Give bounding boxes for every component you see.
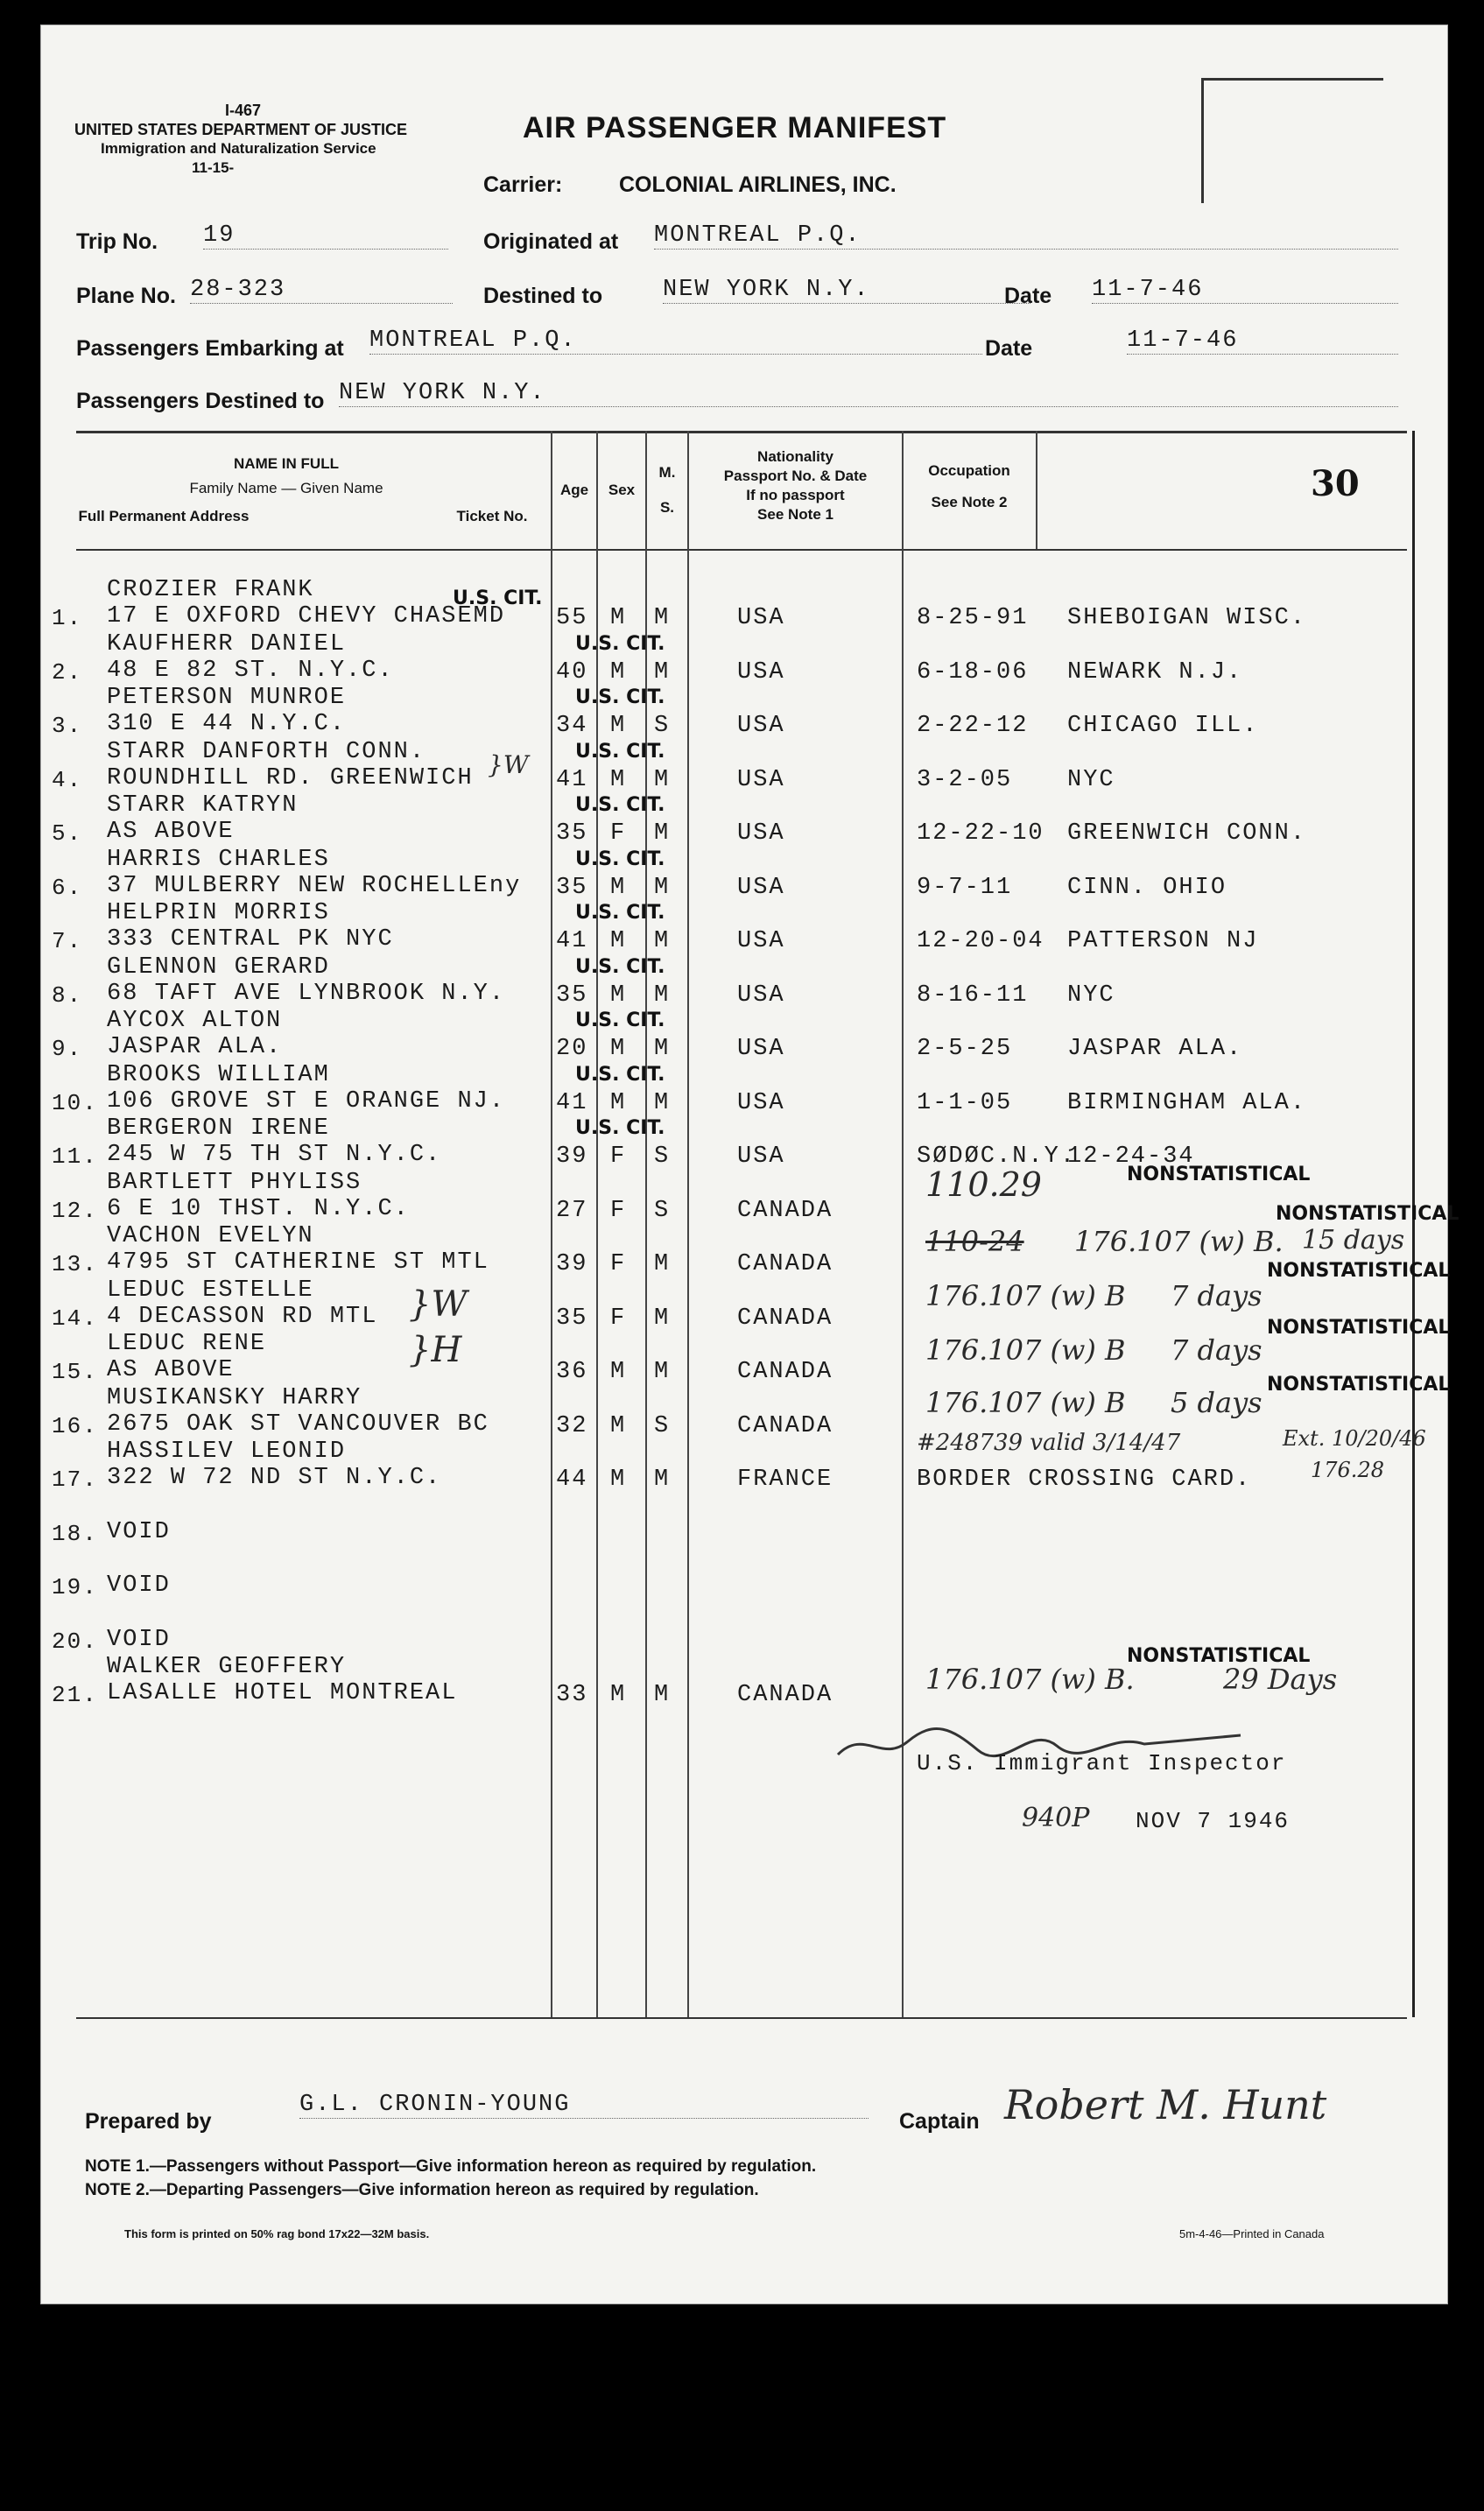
passenger-sex: F — [610, 1143, 627, 1170]
page-mark: 30 — [1311, 463, 1360, 504]
citizen-stamp: U.S. CIT. — [575, 848, 665, 870]
row-number: 6. — [52, 874, 83, 901]
col-nat-title-3: If no passport — [746, 487, 845, 503]
col-nat-title-2: Passport No. & Date — [723, 468, 868, 484]
passenger-sex: M — [610, 1467, 627, 1493]
inspector-time: 940P — [1022, 1803, 1090, 1833]
passenger-sex: F — [610, 1197, 627, 1224]
col-occupation-title: Occupation — [928, 462, 1010, 479]
note-1 — [85, 2157, 816, 2177]
hand-r21: 176.107 (w) B. — [925, 1663, 1135, 1696]
trip-label: Trip No. — [76, 229, 158, 254]
embarking-value: MONTREAL P.Q. — [369, 327, 982, 355]
col-ticket-title: Ticket No. — [456, 508, 528, 524]
passenger-birthdate: 12-20-04 — [917, 928, 1044, 954]
citizen-stamp: U.S. CIT. — [453, 587, 543, 609]
passenger-name: WALKER GEOFFERY — [107, 1654, 347, 1680]
passenger-sex: F — [610, 1305, 627, 1332]
passenger-sex: M — [610, 928, 627, 954]
plane-label: Plane No. — [76, 284, 176, 308]
row-number: 9. — [52, 1036, 83, 1062]
passenger-sex: F — [610, 1251, 627, 1277]
row-number: 14. — [52, 1305, 98, 1332]
hand-w-mark: }W — [488, 750, 529, 779]
passenger-age: 35 — [556, 1305, 588, 1332]
citizen-stamp: U.S. CIT. — [575, 955, 665, 978]
passenger-address: JASPAR ALA. — [107, 1034, 283, 1060]
passenger-nationality: USA — [737, 605, 785, 631]
nonstat-stamp-12: NONSTATISTICAL — [1127, 1164, 1311, 1185]
passenger-marital: M — [654, 1682, 671, 1708]
passenger-nationality: CANADA — [737, 1251, 833, 1277]
citizen-stamp: U.S. CIT. — [575, 686, 665, 708]
passenger-nationality: CANADA — [737, 1412, 833, 1439]
passenger-sex: M — [610, 1412, 627, 1439]
row-number: 13. — [52, 1251, 98, 1277]
table-row — [41, 1520, 1407, 1574]
citizen-stamp: U.S. CIT. — [575, 740, 665, 763]
hand-r12: 110.29 — [925, 1165, 1042, 1204]
passenger-sex: M — [610, 874, 627, 901]
passengers-destined-label: Passengers Destined to — [76, 389, 325, 413]
row-number: 16. — [52, 1412, 98, 1439]
passenger-address: 245 W 75 TH ST N.Y.C. — [107, 1142, 442, 1168]
passenger-name: VACHON EVELYN — [107, 1223, 314, 1249]
agency-name: UNITED STATES DEPARTMENT OF JUSTICE — [74, 121, 408, 138]
passenger-address: 37 MULBERRY NEW ROCHELLEny — [107, 872, 522, 899]
passenger-nationality: USA — [737, 981, 785, 1009]
passenger-nationality: USA — [737, 713, 785, 739]
passenger-birthdate: 9-7-11 — [917, 874, 1013, 901]
passenger-birthplace: GREENWICH CONN. — [1067, 820, 1307, 847]
passenger-birthplace: BIRMINGHAM ALA. — [1067, 1089, 1307, 1116]
passenger-age: 36 — [556, 1359, 588, 1385]
passenger-marital: M — [654, 820, 671, 847]
nonstat-stamp-16: NONSTATISTICAL — [1267, 1374, 1451, 1396]
passenger-marital: M — [654, 658, 671, 686]
passenger-nationality: CANADA — [737, 1359, 833, 1385]
date-value: 11-7-46 — [1092, 277, 1398, 304]
passenger-sex: M — [610, 1359, 627, 1385]
col-divider-right — [1036, 431, 1037, 549]
passenger-address: 68 TAFT AVE LYNBROOK N.Y. — [107, 980, 506, 1007]
row-number: 10. — [52, 1089, 98, 1116]
passenger-nationality: USA — [737, 928, 785, 954]
row-number: 8. — [52, 981, 83, 1009]
passenger-age: 40 — [556, 658, 588, 686]
passenger-marital: M — [654, 605, 671, 631]
hand-r14-days: 7 days — [1171, 1279, 1262, 1312]
date2-label: Date — [985, 336, 1033, 361]
nonstat-stamp-15: NONSTATISTICAL — [1267, 1317, 1451, 1339]
passenger-name: MUSIKANSKY HARRY — [107, 1384, 362, 1411]
carrier-label: Carrier: — [483, 172, 563, 197]
note-2-label: NOTE 2. — [85, 2181, 150, 2199]
passenger-sex: M — [610, 1089, 627, 1116]
form-edition: 11-15- — [192, 159, 235, 176]
passenger-birthdate: 12-22-10 — [917, 820, 1044, 847]
passenger-name: STARR KATRYN — [107, 792, 299, 819]
passenger-marital: M — [654, 766, 671, 793]
hand-r13-struck: 110-24 — [925, 1225, 1024, 1258]
hand-r17-code: 176.28 — [1311, 1458, 1384, 1482]
passenger-address: 4795 ST CATHERINE ST MTL — [107, 1249, 489, 1276]
passenger-sex: F — [610, 820, 627, 847]
hand-r16-days: 5 days — [1171, 1386, 1262, 1419]
embarking-label: Passengers Embarking at — [76, 336, 344, 361]
note-2-text: —Departing Passengers—Give information hereon as required by regulation. — [149, 2181, 759, 2199]
col-name-title: NAME IN FULL — [234, 455, 339, 472]
passenger-address: 310 E 44 N.Y.C. — [107, 711, 347, 737]
passenger-birthplace: 12-24-34 — [1067, 1143, 1195, 1170]
passenger-nationality: CANADA — [737, 1305, 833, 1332]
passenger-name: PETERSON MUNROE — [107, 685, 347, 711]
passenger-nationality: USA — [737, 766, 785, 793]
note-1-label: NOTE 1. — [85, 2157, 150, 2176]
service-name: Immigration and Naturalization Service — [101, 140, 376, 157]
table-row — [41, 1467, 1407, 1521]
col-nat-title-4: See Note 1 — [757, 506, 833, 523]
citizen-stamp: U.S. CIT. — [575, 632, 665, 655]
note-1-text: —Passengers without Passport—Give information hereon as required by regulation. — [149, 2157, 817, 2176]
col-address-title: Full Permanent Address — [78, 508, 250, 524]
passenger-birthplace: JASPAR ALA. — [1067, 1036, 1243, 1062]
inspector-date: NOV 7 1946 — [1136, 1808, 1291, 1834]
originated-label: Originated at — [483, 229, 619, 254]
passenger-age: 27 — [556, 1197, 588, 1224]
passenger-age: 39 — [556, 1251, 588, 1277]
passenger-name: STARR DANFORTH CONN. — [107, 738, 426, 765]
hand-r13: 176.107 (w) B. — [1074, 1225, 1284, 1258]
passenger-age: 35 — [556, 874, 588, 901]
passenger-birthdate: 6-18-06 — [917, 658, 1029, 686]
passenger-nationality: USA — [737, 874, 785, 901]
manifest-page — [40, 25, 1459, 2304]
passenger-birthdate: BORDER CROSSING CARD. — [917, 1467, 1252, 1493]
passenger-birthdate: 1-1-05 — [917, 1089, 1013, 1116]
hand-r14: 176.107 (w) B — [925, 1279, 1126, 1312]
passenger-name: HARRIS CHARLES — [107, 846, 330, 873]
passenger-age: 41 — [556, 928, 588, 954]
passenger-sex: M — [610, 658, 627, 686]
passenger-nationality: USA — [737, 658, 785, 686]
row-number: 4. — [52, 766, 83, 793]
print-note-right: 5m-4-46—Printed in Canada — [1179, 2227, 1325, 2240]
col-ms-title-m: M. — [658, 464, 676, 481]
passenger-sex: M — [610, 1682, 627, 1708]
passenger-marital: M — [654, 928, 671, 954]
passenger-address: VOID — [107, 1518, 171, 1545]
passenger-nationality: USA — [737, 820, 785, 847]
row-number: 17. — [52, 1467, 98, 1493]
captain-signature: Robert M. Hunt — [1004, 2081, 1327, 2128]
passenger-birthdate: 2-22-12 — [917, 713, 1029, 739]
passenger-name: BROOKS WILLIAM — [107, 1061, 330, 1088]
hand-r21-days: 29 Days — [1223, 1663, 1338, 1696]
corner-box — [1201, 78, 1383, 203]
passenger-birthplace: PATTERSON NJ — [1067, 928, 1259, 954]
row-number: 1. — [52, 605, 83, 631]
passenger-marital: S — [654, 713, 671, 739]
hand-w-mark-2: }W — [409, 1284, 468, 1325]
nonstat-stamp-13: NONSTATISTICAL — [1276, 1203, 1459, 1225]
passenger-birthplace: SHEBOIGAN WISC. — [1067, 605, 1307, 631]
passenger-nationality: CANADA — [737, 1197, 833, 1224]
passenger-birthplace: CHICAGO ILL. — [1067, 713, 1259, 739]
note-2 — [85, 2181, 759, 2200]
table-bottom-rule — [76, 2017, 1407, 2019]
date2-value: 11-7-46 — [1127, 327, 1398, 355]
row-number: 3. — [52, 713, 83, 739]
passenger-age: 33 — [556, 1682, 588, 1708]
row-number: 21. — [52, 1682, 98, 1708]
passenger-marital: M — [654, 874, 671, 901]
passenger-address: 4 DECASSON RD MTL — [107, 1303, 378, 1330]
passenger-age: 39 — [556, 1143, 588, 1170]
passenger-marital: M — [654, 1305, 671, 1332]
passenger-nationality: USA — [737, 1036, 785, 1062]
passenger-marital: S — [654, 1197, 671, 1224]
nonstat-stamp-14: NONSTATISTICAL — [1267, 1260, 1451, 1282]
passenger-age: 20 — [556, 1036, 588, 1062]
passenger-address: VOID — [107, 1626, 171, 1653]
hand-h-mark: }H — [409, 1330, 462, 1370]
passenger-birthdate: 3-2-05 — [917, 766, 1013, 793]
passenger-marital: S — [654, 1412, 671, 1439]
passenger-name: GLENNON GERARD — [107, 953, 330, 981]
passenger-birthplace: NYC — [1067, 766, 1115, 793]
passenger-address: LASALLE HOTEL MONTREAL — [107, 1680, 458, 1706]
passengers-destined-value: NEW YORK N.Y. — [339, 380, 1398, 407]
passenger-age: 35 — [556, 981, 588, 1009]
row-number: 15. — [52, 1359, 98, 1385]
table-top-rule — [76, 431, 1407, 433]
passenger-name: HASSILEV LEONID — [107, 1438, 347, 1465]
passenger-name: CROZIER FRANK — [107, 577, 314, 603]
passenger-marital: M — [654, 1089, 671, 1116]
captain-label: Captain — [899, 2109, 980, 2134]
passenger-marital: M — [654, 981, 671, 1009]
passenger-sex: M — [610, 713, 627, 739]
passenger-age: 44 — [556, 1467, 588, 1493]
passenger-marital: S — [654, 1143, 671, 1170]
passenger-birthdate: 8-25-91 — [917, 605, 1029, 631]
carrier-value: COLONIAL AIRLINES, INC. — [619, 172, 897, 197]
passenger-birthdate: 2-5-25 — [917, 1036, 1013, 1062]
form-number: I-467 — [225, 102, 262, 119]
passenger-address: 6 E 10 THST. N.Y.C. — [107, 1195, 410, 1222]
hand-r13-days: 15 days — [1302, 1225, 1405, 1256]
passenger-address: ROUNDHILL RD. GREENWICH — [107, 764, 474, 791]
hand-r17-ext: Ext. 10/20/46 — [1283, 1426, 1426, 1451]
passenger-address: 48 E 82 ST. N.Y.C. — [107, 657, 394, 684]
passenger-marital: M — [654, 1467, 671, 1493]
nonstat-stamp-21: NONSTATISTICAL — [1127, 1645, 1311, 1667]
passenger-sex: M — [610, 766, 627, 793]
hand-r15: 176.107 (w) B — [925, 1333, 1126, 1367]
page-title: AIR PASSENGER MANIFEST — [523, 111, 947, 144]
col-sex-title: Sex — [608, 482, 636, 498]
row-number: 2. — [52, 658, 83, 686]
passenger-name: LEDUC ESTELLE — [107, 1277, 314, 1304]
passenger-birthplace: NEWARK N.J. — [1067, 658, 1243, 686]
table-row — [41, 1574, 1407, 1628]
citizen-stamp: U.S. CIT. — [575, 794, 665, 816]
passenger-birthdate: 8-16-11 — [917, 981, 1029, 1009]
passenger-name: AYCOX ALTON — [107, 1008, 283, 1034]
passenger-age: 41 — [556, 766, 588, 793]
passenger-address: 322 W 72 ND ST N.Y.C. — [107, 1465, 442, 1491]
hand-r17-card: #248739 valid 3/14/47 — [917, 1430, 1181, 1456]
citizen-stamp: U.S. CIT. — [575, 902, 665, 924]
row-number: 7. — [52, 928, 83, 954]
print-note: This form is printed on 50% rag bond 17x22—32M basis. — [124, 2227, 430, 2240]
passenger-birthplace: NYC — [1067, 981, 1115, 1009]
passenger-address: VOID — [107, 1572, 171, 1599]
passenger-name: KAUFHERR DANIEL — [107, 630, 347, 658]
passenger-age: 34 — [556, 713, 588, 739]
row-number: 11. — [52, 1143, 98, 1170]
row-number: 18. — [52, 1520, 98, 1547]
passenger-sex: M — [610, 1036, 627, 1062]
plane-value: 28-323 — [190, 277, 453, 304]
col-age-title: Age — [559, 482, 589, 498]
destined-value: NEW YORK N.Y. — [663, 277, 1030, 304]
destined-label: Destined to — [483, 284, 603, 308]
passenger-name: LEDUC RENE — [107, 1331, 267, 1357]
passenger-age: 35 — [556, 820, 588, 847]
originated-value: MONTREAL P.Q. — [654, 222, 1398, 250]
passenger-birthdate: SØDØC.N.Y. — [917, 1143, 1077, 1170]
passenger-birthplace: CINN. OHIO — [1067, 874, 1227, 901]
col-nat-title-1: Nationality — [757, 448, 833, 465]
prepared-value: G.L. CRONIN-YOUNG — [299, 2092, 869, 2119]
passenger-address: 333 CENTRAL PK NYC — [107, 926, 394, 953]
col-ms-title-s: S. — [659, 499, 675, 516]
passenger-sex: M — [610, 981, 627, 1009]
col-name-subtitle: Family Name — Given Name — [189, 480, 383, 496]
passenger-nationality: USA — [737, 1089, 785, 1116]
passenger-marital: M — [654, 1036, 671, 1062]
passenger-name: BARTLETT PHYLISS — [107, 1169, 362, 1196]
citizen-stamp: U.S. CIT. — [575, 1117, 665, 1139]
passenger-age: 55 — [556, 605, 588, 631]
passenger-nationality: USA — [737, 1143, 785, 1170]
row-number: 19. — [52, 1574, 98, 1600]
row-number: 5. — [52, 820, 83, 847]
row-number: 20. — [52, 1628, 98, 1655]
hand-r15-days: 7 days — [1171, 1333, 1262, 1367]
hand-r16: 176.107 (w) B — [925, 1386, 1126, 1419]
inspector-title: U.S. Immigrant Inspector — [917, 1750, 1287, 1776]
passenger-nationality: CANADA — [737, 1682, 833, 1708]
row-number: 12. — [52, 1197, 98, 1224]
passenger-address: AS ABOVE — [107, 819, 235, 845]
passenger-marital: M — [654, 1251, 671, 1277]
col-occupation-note: See Note 2 — [931, 494, 1008, 510]
passenger-address: 106 GROVE ST E ORANGE NJ. — [107, 1087, 506, 1115]
passenger-name: HELPRIN MORRIS — [107, 900, 330, 926]
passenger-address: 2675 OAK ST VANCOUVER BC — [107, 1410, 489, 1438]
passenger-age: 32 — [556, 1412, 588, 1439]
passenger-sex: M — [610, 605, 627, 631]
prepared-label: Prepared by — [85, 2109, 212, 2134]
citizen-stamp: U.S. CIT. — [575, 1009, 665, 1031]
date-label: Date — [1004, 284, 1052, 308]
trip-value: 19 — [203, 222, 448, 250]
citizen-stamp: U.S. CIT. — [575, 1063, 665, 1086]
passenger-address: AS ABOVE — [107, 1357, 235, 1383]
passenger-name: BERGERON IRENE — [107, 1115, 330, 1142]
passenger-address: 17 E OXFORD CHEVY CHASEMD — [107, 603, 506, 630]
passenger-marital: M — [654, 1359, 671, 1385]
passenger-age: 41 — [556, 1089, 588, 1116]
passenger-nationality: FRANCE — [737, 1467, 833, 1493]
